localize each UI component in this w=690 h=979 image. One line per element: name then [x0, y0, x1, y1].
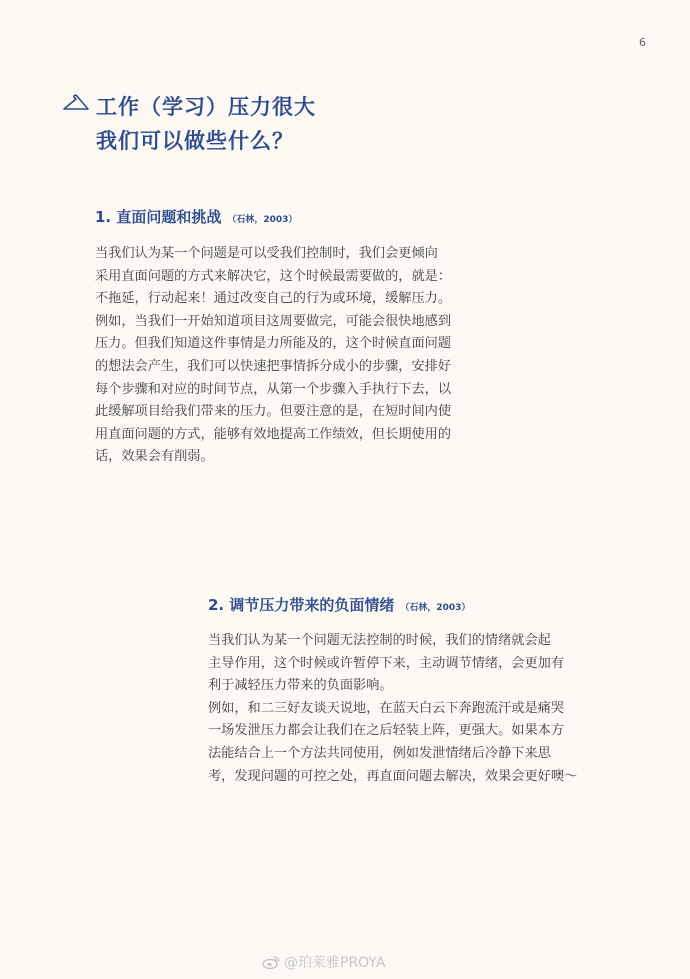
body-line: 主导作用，这个时候或许暂停下来，主动调节情绪，会更加有 — [208, 655, 565, 671]
section-1-citation: （石林，2003） — [227, 215, 298, 225]
body-line: 此缓解项目给我们带来的压力。但要注意的是，在短时间内使 — [95, 404, 452, 420]
body-line: 压力。但我们知道这件事情是力所能及的，这个时候直面问题 — [95, 336, 452, 352]
body-line: 例如，和二三好友谈天说地，在蓝天白云下奔跑流汗或是痛哭 — [208, 700, 565, 716]
body-line: 的想法会产生，我们可以快速把事情拆分成小的步骤，安排好 — [95, 358, 452, 374]
section-2-body — [208, 630, 577, 788]
body-line: 考，发现问题的可控之处，再直面问题去解决，效果会更好噢～ — [208, 768, 578, 784]
body-line: 当我们认为某一个问题无法控制的时候，我们的情绪就会起 — [208, 633, 551, 648]
body-line: 不拖延，行动起来！通过改变自己的行为或环境，缓解压力。 — [95, 291, 452, 307]
watermark — [262, 952, 385, 972]
page-number: 6 — [639, 36, 646, 49]
body-line: 话，效果会有削弱。 — [95, 449, 214, 465]
body-line: 采用直面问题的方式来解决它，这个时候最需要做的，就是： — [95, 268, 452, 284]
watermark-text: @珀莱雅PROYA — [284, 955, 386, 971]
body-line: 用直面问题的方式，能够有效地提高工作绩效，但长期使用的 — [95, 426, 452, 442]
section-2-heading — [208, 594, 470, 615]
section-1-heading — [95, 206, 297, 227]
page-title — [62, 90, 622, 158]
body-line: 例如，当我们一开始知道项目这周要做完，可能会很快地感到 — [95, 313, 452, 329]
title-line-2: 我们可以做些什么？ — [96, 129, 294, 153]
body-line: 利于减轻压力带来的负面影响。 — [208, 678, 393, 694]
body-line: 法能结合上一个方法共同使用，例如发泄情绪后冷静下来思 — [208, 745, 551, 761]
section-1-body — [95, 243, 451, 469]
title-line-1: 工作（学习）压力很大 — [96, 95, 316, 119]
body-line: 每个步骤和对应的时间节点，从第一个步骤入手执行下去，以 — [95, 381, 452, 397]
body-line: 当我们认为某一个问题是可以受我们控制时，我们会更倾向 — [95, 246, 438, 261]
hanger-icon — [62, 92, 90, 114]
weibo-icon — [262, 955, 280, 969]
section-2-title: 2. 调节压力带来的负面情绪 — [208, 596, 395, 614]
section-2-citation: （石林，2003） — [400, 603, 471, 613]
body-line: 一场发泄压力都会让我们在之后轻装上阵，更强大。如果本方 — [208, 723, 565, 739]
section-1-title: 1. 直面问题和挑战 — [95, 208, 222, 226]
